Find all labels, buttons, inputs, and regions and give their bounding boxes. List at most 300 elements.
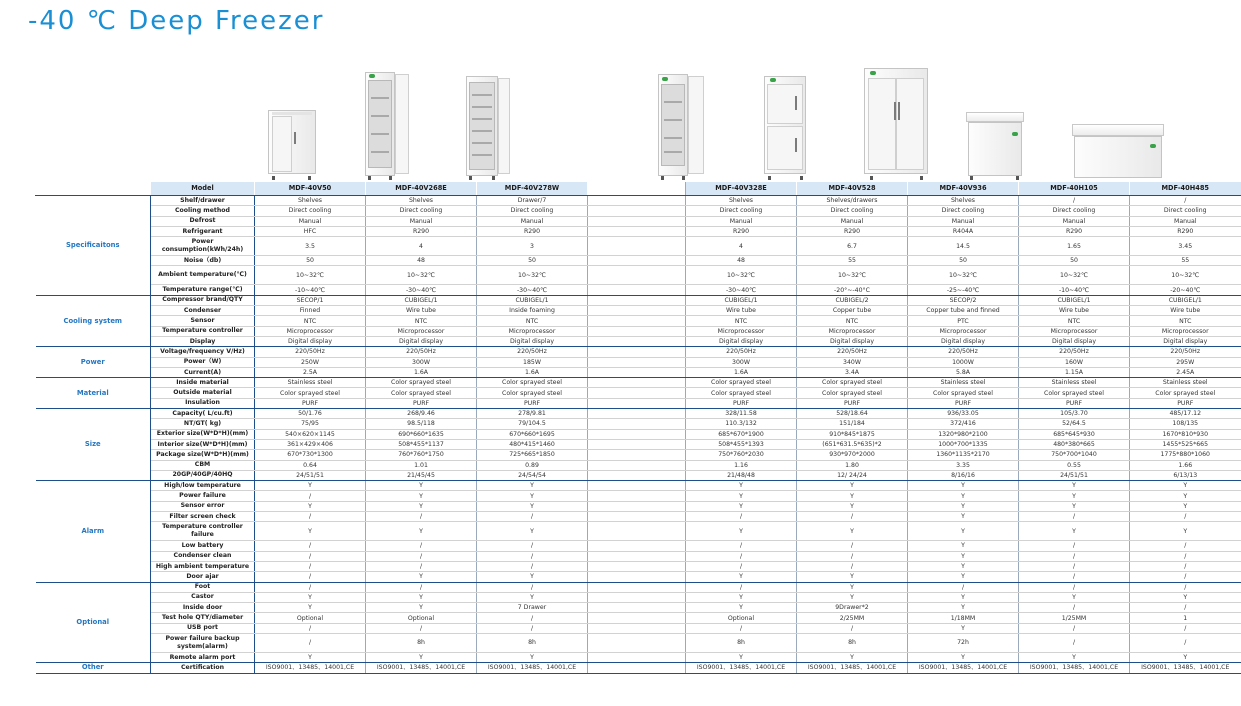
value-cell: PURF: [366, 398, 477, 408]
header-model: MDF-40V50: [255, 182, 366, 196]
value-cell: /: [1019, 196, 1130, 206]
value-cell: 0.64: [255, 460, 366, 470]
value-cell: Y: [477, 481, 588, 491]
row-label: Sensor: [151, 316, 255, 326]
gap-cell: [588, 409, 686, 419]
value-cell: R290: [686, 226, 797, 236]
value-cell: /: [1130, 572, 1241, 582]
product-image-mdf-40h105: [966, 112, 1026, 180]
value-cell: Digital display: [1019, 336, 1130, 346]
value-cell: PURF: [1019, 398, 1130, 408]
value-cell: ISO9001、13485、14001,CE: [366, 663, 477, 673]
table-row: [36, 295, 1241, 305]
table-row: [36, 572, 1241, 582]
value-cell: PTC: [908, 316, 1019, 326]
value-cell: 508*455*1137: [366, 439, 477, 449]
header-model: MDF-40V936: [908, 182, 1019, 196]
product-image-mdf-40v268e: [365, 72, 413, 180]
value-cell: 72h: [908, 633, 1019, 652]
value-cell: PURF: [255, 398, 366, 408]
value-cell: 21/48/48: [686, 470, 797, 480]
value-cell: NTC: [686, 316, 797, 326]
value-cell: Wire tube: [1019, 306, 1130, 316]
value-cell: Color sprayed steel: [366, 388, 477, 398]
value-cell: Y: [908, 623, 1019, 633]
value-cell: /: [797, 541, 908, 551]
value-cell: CUBIGEL/1: [477, 295, 588, 305]
table-row: [36, 206, 1241, 216]
value-cell: 1.6A: [477, 367, 588, 377]
value-cell: Y: [908, 603, 1019, 613]
table-row: [36, 316, 1241, 326]
value-cell: 361×429×406: [255, 439, 366, 449]
value-cell: 12/ 24/24: [797, 470, 908, 480]
value-cell: NTC: [1130, 316, 1241, 326]
value-cell: Microprocessor: [686, 326, 797, 336]
value-cell: /: [1019, 572, 1130, 582]
value-cell: /: [366, 512, 477, 522]
table-row: [36, 196, 1241, 206]
value-cell: Y: [797, 522, 908, 541]
value-cell: -20~40℃: [1130, 285, 1241, 295]
value-cell: /: [686, 512, 797, 522]
value-cell: SECOP/2: [908, 295, 1019, 305]
value-cell: /: [477, 582, 588, 592]
gap-cell: [588, 450, 686, 460]
row-label: Low battery: [151, 541, 255, 551]
value-cell: Shelves: [366, 196, 477, 206]
value-cell: Y: [477, 652, 588, 662]
header-model: MDF-40V328E: [686, 182, 797, 196]
value-cell: 1.65: [1019, 237, 1130, 256]
value-cell: Digital display: [1130, 336, 1241, 346]
spec-table: [35, 182, 1241, 674]
header-model: MDF-40V528: [797, 182, 908, 196]
value-cell: Y: [255, 652, 366, 662]
value-cell: Y: [908, 491, 1019, 501]
value-cell: 79/104.5: [477, 419, 588, 429]
value-cell: Y: [908, 481, 1019, 491]
row-label: Castor: [151, 592, 255, 602]
value-cell: Optional: [255, 613, 366, 623]
product-image-mdf-40v328e: [658, 74, 706, 180]
row-label: Power consumption(kWh/24h): [151, 237, 255, 256]
category-cell: Other: [36, 663, 151, 673]
value-cell: 910*845*1875: [797, 429, 908, 439]
gap-cell: [588, 652, 686, 662]
table-row: [36, 551, 1241, 561]
value-cell: Direct cooling: [797, 206, 908, 216]
value-cell: Y: [255, 501, 366, 511]
value-cell: 10~32℃: [1130, 266, 1241, 285]
value-cell: /: [797, 512, 908, 522]
value-cell: 8h: [797, 633, 908, 652]
product-image-mdf-40h485: [1072, 124, 1166, 180]
value-cell: /: [255, 551, 366, 561]
row-label: Interior size(W*D*H)(mm): [151, 439, 255, 449]
value-cell: Color sprayed steel: [797, 378, 908, 388]
value-cell: /: [1019, 561, 1130, 571]
value-cell: 936/33.05: [908, 409, 1019, 419]
value-cell: Y: [797, 652, 908, 662]
value-cell: Shelves: [908, 196, 1019, 206]
row-label: Test hole QTY/diameter: [151, 613, 255, 623]
value-cell: Y: [908, 561, 1019, 571]
row-label: Outside material: [151, 388, 255, 398]
value-cell: Direct cooling: [366, 206, 477, 216]
value-cell: Y: [686, 603, 797, 613]
value-cell: NTC: [1019, 316, 1130, 326]
value-cell: 185W: [477, 357, 588, 367]
table-row: [36, 226, 1241, 236]
value-cell: 372/416: [908, 419, 1019, 429]
value-cell: Stainless steel: [1019, 378, 1130, 388]
row-label: Refrigerant: [151, 226, 255, 236]
gap-cell: [588, 429, 686, 439]
value-cell: Y: [477, 592, 588, 602]
value-cell: Y: [686, 481, 797, 491]
row-label: 20GP/40GP/40HQ: [151, 470, 255, 480]
value-cell: -30~40℃: [366, 285, 477, 295]
value-cell: HFC: [255, 226, 366, 236]
value-cell: Y: [686, 652, 797, 662]
value-cell: Y: [255, 592, 366, 602]
value-cell: Wire tube: [686, 306, 797, 316]
value-cell: -10~40℃: [1019, 285, 1130, 295]
value-cell: Y: [797, 491, 908, 501]
value-cell: 10~32℃: [477, 266, 588, 285]
value-cell: 14.5: [908, 237, 1019, 256]
value-cell: 1.6A: [686, 367, 797, 377]
value-cell: 1455*525*665: [1130, 439, 1241, 449]
value-cell: /: [255, 633, 366, 652]
row-label: Inside material: [151, 378, 255, 388]
value-cell: /: [477, 541, 588, 551]
value-cell: Digital display: [797, 336, 908, 346]
value-cell: Y: [366, 603, 477, 613]
table-row: [36, 613, 1241, 623]
value-cell: 300W: [686, 357, 797, 367]
value-cell: /: [686, 582, 797, 592]
value-cell: 220/50Hz: [908, 347, 1019, 357]
value-cell: /: [1019, 582, 1130, 592]
value-cell: Color sprayed steel: [1130, 388, 1241, 398]
gap-cell: [588, 663, 686, 673]
value-cell: 10~32℃: [797, 266, 908, 285]
value-cell: 1/18MM: [908, 613, 1019, 623]
gap-cell: [588, 603, 686, 613]
row-label: Voltage/frequency V/Hz): [151, 347, 255, 357]
value-cell: Shelves/drawers: [797, 196, 908, 206]
value-cell: Optional: [366, 613, 477, 623]
value-cell: /: [686, 623, 797, 633]
value-cell: 1.6A: [366, 367, 477, 377]
value-cell: 508*455*1393: [686, 439, 797, 449]
value-cell: 220/50Hz: [1019, 347, 1130, 357]
value-cell: Microprocessor: [908, 326, 1019, 336]
value-cell: PURF: [477, 398, 588, 408]
value-cell: /: [366, 582, 477, 592]
value-cell: 8h: [686, 633, 797, 652]
value-cell: (651*631.5*635)*2: [797, 439, 908, 449]
table-row: [36, 491, 1241, 501]
value-cell: 160W: [1019, 357, 1130, 367]
value-cell: 1670*810*930: [1130, 429, 1241, 439]
table-row: [36, 347, 1241, 357]
product-image-mdf-40v278w: [466, 76, 514, 180]
value-cell: 2/25MM: [797, 613, 908, 623]
value-cell: 6/13/13: [1130, 470, 1241, 480]
value-cell: PURF: [797, 398, 908, 408]
value-cell: /: [366, 541, 477, 551]
value-cell: Drawer/7: [477, 196, 588, 206]
value-cell: Shelves: [686, 196, 797, 206]
row-label: Filter screen check: [151, 512, 255, 522]
value-cell: PURF: [686, 398, 797, 408]
value-cell: 750*760*2030: [686, 450, 797, 460]
value-cell: /: [1130, 541, 1241, 551]
gap-cell: [588, 336, 686, 346]
row-label: Inside door: [151, 603, 255, 613]
value-cell: 3.5: [255, 237, 366, 256]
value-cell: 220/50Hz: [1130, 347, 1241, 357]
value-cell: SECOP/1: [255, 295, 366, 305]
value-cell: 9Drawer*2: [797, 603, 908, 613]
value-cell: /: [255, 541, 366, 551]
value-cell: Direct cooling: [686, 206, 797, 216]
value-cell: 151/184: [797, 419, 908, 429]
value-cell: 10~32℃: [686, 266, 797, 285]
gap-cell: [588, 592, 686, 602]
value-cell: Copper tube: [797, 306, 908, 316]
value-cell: Y: [1130, 491, 1241, 501]
value-cell: 220/50Hz: [477, 347, 588, 357]
value-cell: /: [1130, 623, 1241, 633]
value-cell: 480*415*1460: [477, 439, 588, 449]
value-cell: Y: [1019, 481, 1130, 491]
value-cell: Finned: [255, 306, 366, 316]
gap-cell: [588, 316, 686, 326]
value-cell: ISO9001、13485、14001,CE: [255, 663, 366, 673]
value-cell: /: [1130, 603, 1241, 613]
value-cell: Y: [255, 603, 366, 613]
value-cell: Y: [366, 481, 477, 491]
table-row: [36, 633, 1241, 652]
table-row: [36, 306, 1241, 316]
value-cell: 2.5A: [255, 367, 366, 377]
row-label: Package size(W*D*H)(mm): [151, 450, 255, 460]
value-cell: Y: [908, 551, 1019, 561]
value-cell: Color sprayed steel: [686, 378, 797, 388]
row-label: Certification: [151, 663, 255, 673]
category-cell: Specificaitons: [36, 196, 151, 296]
value-cell: Y: [1130, 501, 1241, 511]
value-cell: 1775*880*1060: [1130, 450, 1241, 460]
value-cell: Y: [1130, 522, 1241, 541]
value-cell: 540×620×1145: [255, 429, 366, 439]
value-cell: 295W: [1130, 357, 1241, 367]
gap-cell: [588, 470, 686, 480]
value-cell: 220/50Hz: [797, 347, 908, 357]
gap-cell: [588, 551, 686, 561]
value-cell: /: [1130, 582, 1241, 592]
value-cell: Microprocessor: [797, 326, 908, 336]
value-cell: 10~32℃: [1019, 266, 1130, 285]
table-row: [36, 450, 1241, 460]
gap-cell: [588, 206, 686, 216]
table-row: [36, 285, 1241, 295]
value-cell: Y: [1130, 592, 1241, 602]
table-row: [36, 439, 1241, 449]
value-cell: Y: [686, 491, 797, 501]
value-cell: NTC: [255, 316, 366, 326]
value-cell: /: [366, 623, 477, 633]
gap-cell: [588, 633, 686, 652]
value-cell: /: [366, 551, 477, 561]
header-spacer: [36, 182, 151, 196]
value-cell: 24/51/51: [1019, 470, 1130, 480]
value-cell: 10~32℃: [366, 266, 477, 285]
value-cell: Manual: [255, 216, 366, 226]
value-cell: Direct cooling: [477, 206, 588, 216]
value-cell: -25~-40℃: [908, 285, 1019, 295]
gap-cell: [588, 439, 686, 449]
value-cell: 220/50Hz: [255, 347, 366, 357]
header-model: MDF-40V278W: [477, 182, 588, 196]
product-image-mdf-40v936: [864, 68, 930, 180]
row-label: High ambient temperature: [151, 561, 255, 571]
value-cell: 5.8A: [908, 367, 1019, 377]
value-cell: Digital display: [908, 336, 1019, 346]
value-cell: Microprocessor: [255, 326, 366, 336]
value-cell: -20°~-40°C: [797, 285, 908, 295]
value-cell: /: [686, 541, 797, 551]
value-cell: Y: [477, 501, 588, 511]
value-cell: 24/51/51: [255, 470, 366, 480]
value-cell: /: [255, 561, 366, 571]
value-cell: ISO9001、13485、14001,CE: [908, 663, 1019, 673]
value-cell: 1000*700*1335: [908, 439, 1019, 449]
value-cell: Y: [477, 491, 588, 501]
value-cell: 6.7: [797, 237, 908, 256]
category-cell: Material: [36, 378, 151, 409]
row-label: Condenser clean: [151, 551, 255, 561]
value-cell: /: [1130, 512, 1241, 522]
value-cell: Y: [1019, 522, 1130, 541]
value-cell: /: [1019, 603, 1130, 613]
table-row: [36, 470, 1241, 480]
value-cell: Y: [908, 541, 1019, 551]
value-cell: Y: [366, 652, 477, 662]
row-label: Temperature range(℃): [151, 285, 255, 295]
value-cell: Y: [1019, 652, 1130, 662]
value-cell: /: [255, 572, 366, 582]
gap-cell: [588, 226, 686, 236]
value-cell: /: [477, 551, 588, 561]
value-cell: Y: [366, 491, 477, 501]
gap-cell: [588, 491, 686, 501]
gap-cell: [588, 501, 686, 511]
table-row: [36, 623, 1241, 633]
table-row: [36, 216, 1241, 226]
row-label: Power failure backup system(alarm): [151, 633, 255, 652]
row-label: Remote alarm port: [151, 652, 255, 662]
value-cell: 2.45A: [1130, 367, 1241, 377]
value-cell: R290: [366, 226, 477, 236]
value-cell: 328/11.58: [686, 409, 797, 419]
row-label: High/low temperature: [151, 481, 255, 491]
gap-cell: [588, 582, 686, 592]
value-cell: R404A: [908, 226, 1019, 236]
value-cell: Copper tube and finned: [908, 306, 1019, 316]
gap-cell: [588, 378, 686, 388]
category-cell: Size: [36, 409, 151, 481]
table-row: [36, 481, 1241, 491]
row-label: Current(A): [151, 367, 255, 377]
value-cell: /: [686, 551, 797, 561]
table-row: [36, 336, 1241, 346]
value-cell: 268/9.46: [366, 409, 477, 419]
value-cell: 1: [1130, 613, 1241, 623]
value-cell: Color sprayed steel: [797, 388, 908, 398]
value-cell: 750*700*1040: [1019, 450, 1130, 460]
table-row: [36, 512, 1241, 522]
value-cell: 108/135: [1130, 419, 1241, 429]
value-cell: /: [1130, 561, 1241, 571]
value-cell: Y: [908, 522, 1019, 541]
gap-cell: [588, 306, 686, 316]
value-cell: -30~40℃: [686, 285, 797, 295]
spec-table-body: [36, 196, 1241, 674]
value-cell: Digital display: [255, 336, 366, 346]
table-row: [36, 266, 1241, 285]
gap-cell: [588, 196, 686, 206]
value-cell: Y: [686, 501, 797, 511]
value-cell: Manual: [686, 216, 797, 226]
category-cell: Optional: [36, 582, 151, 663]
table-row: [36, 603, 1241, 613]
value-cell: ISO9001、13485、14001,CE: [477, 663, 588, 673]
gap-cell: [588, 367, 686, 377]
table-row: [36, 398, 1241, 408]
gap-cell: [588, 572, 686, 582]
value-cell: R290: [477, 226, 588, 236]
table-row: [36, 409, 1241, 419]
value-cell: Y: [908, 652, 1019, 662]
gap-cell: [588, 256, 686, 266]
value-cell: 690*660*1635: [366, 429, 477, 439]
header-model: MDF-40V268E: [366, 182, 477, 196]
gap-cell: [588, 398, 686, 408]
value-cell: /: [686, 561, 797, 571]
value-cell: ISO9001、13485、14001,CE: [1019, 663, 1130, 673]
value-cell: Direct cooling: [1130, 206, 1241, 216]
value-cell: 10~32℃: [908, 266, 1019, 285]
value-cell: R290: [1130, 226, 1241, 236]
value-cell: 340W: [797, 357, 908, 367]
value-cell: /: [1019, 512, 1130, 522]
header-model: MDF-40H485: [1130, 182, 1241, 196]
value-cell: /: [477, 623, 588, 633]
value-cell: 300W: [366, 357, 477, 367]
gap-cell: [588, 216, 686, 226]
value-cell: 220/50Hz: [366, 347, 477, 357]
value-cell: Y: [908, 501, 1019, 511]
gap-cell: [588, 613, 686, 623]
value-cell: 4: [686, 237, 797, 256]
value-cell: CUBIGEL/1: [1130, 295, 1241, 305]
value-cell: Color sprayed steel: [908, 388, 1019, 398]
